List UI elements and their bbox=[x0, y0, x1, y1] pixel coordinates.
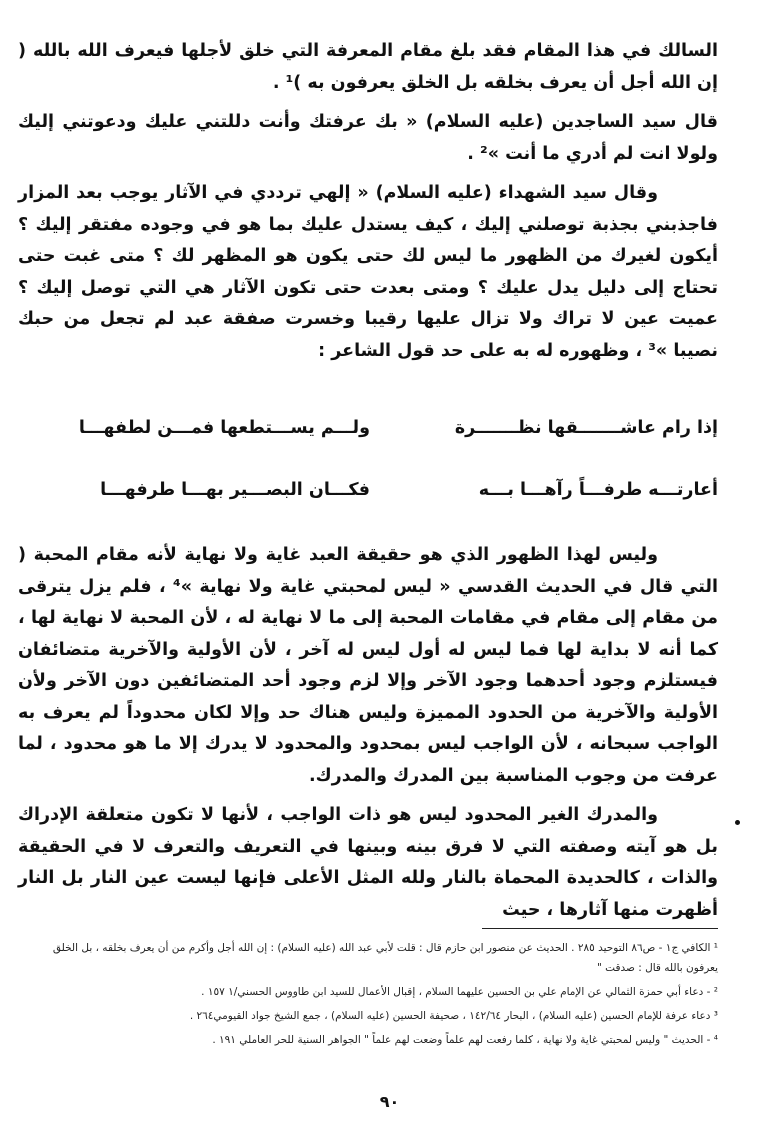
main-text-bottom bbox=[18, 540, 718, 926]
page-number: ٩٠ bbox=[379, 1092, 400, 1111]
paragraph-3: وقال سيد الشهداء (عليه السلام) « إلهي ترددي في الآثار يوجب بعد المزار فاجذبني بجذبة توصلني إليك ، كيف يستدل عليك بما هو في وجوده مفتقر إليك ؟ أيكون لغيرك من الظهور ما ليس لك حتى يكون هو المظهر لك ؟ متى غبت حتى تحتاج إلى دليل يدل عليك ؟ ومتى بعدت حتى تكون الآثار هي التي توصل إليك ؟ عميت عين لا تراك ولا تزال عليها رقيبا وخسرت صفقة عبد لم تجعل من حبك نصيبا »³ ، وظهوره له به على حد قول الشاعر : bbox=[18, 183, 718, 361]
paragraph-1: السالك في هذا المقام فقد بلغ مقام المعرفة التي خلق لأجلها فيعرف الله بالله ( إن الله أجل أن يعرف بخلقه بل الخلق يعرفون به )¹ . bbox=[18, 41, 718, 93]
footnote-4: ⁴ - الحديث " وليس لمحبتي غاية ولا نهاية ، كلما رفعت لهم علماً وضعت لهم علماً " الجواهر السنية للحر العاملي ١٩١ . bbox=[212, 1034, 718, 1046]
poem-line-2-first-hemistich: أعارتـــه طرفـــاً رآهـــا بـــه bbox=[478, 480, 718, 500]
poem-line-1 bbox=[30, 418, 718, 438]
main-text-top bbox=[18, 36, 718, 367]
footnote-1: ¹ الكافي ج١ - ص٨٦ التوحيد ٢٨٥ . الحديث عن منصور ابن حازم قال : قلت لأبي عبد الله (عليه السلام) : إن الله أجل وأكرم من أن يعرف بخلقه ، بل الخلق يعرفون بالله قال : صدقت " bbox=[52, 942, 718, 974]
margin-dot bbox=[735, 820, 740, 825]
footnote-3: ³ دعاء عرفة للإمام الحسين (عليه السلام) ، البحار ١٤٢/٦٤ ، صحيفة الحسين (عليه السلام) ، جمع الشيخ جواد القيومي٢٦٤ . bbox=[189, 1010, 718, 1022]
poem-line-1-second-hemistich: ولـــم يســـتطعها فمـــن لطفهـــا bbox=[78, 418, 370, 438]
paragraph-5: والمدرك الغير المحدود ليس هو ذات الواجب ، لأنها لا تكون متعلقة الإدراك بل هو آيته وصفته التي لا فرق بينه وبينها في التعريف والتعرف لا في الحقيقة والذات ، كالحديدة المحماة بالنار ولله المثل الأعلى فإنها ليست عين النار بل النار أظهرت منها آثارها ، حيث bbox=[18, 805, 718, 920]
poem-line-1-first-hemistich: إذا رام عاشـــــــقها نظـــــــرة bbox=[454, 418, 718, 438]
footnotes bbox=[30, 938, 718, 1054]
poem-line-2 bbox=[30, 480, 718, 500]
footnote-2: ² - دعاء أبي حمزة الثمالي عن الإمام علي بن الحسين عليهما السلام ، إقبال الأعمال للسيد ابن طاووس الحسني/١ ١٥٧ . bbox=[201, 986, 718, 998]
poem-line-2-second-hemistich: فكـــان البصـــير بهـــا طرفهـــا bbox=[100, 480, 370, 500]
paragraph-2: قال سيد الساجدين (عليه السلام) « بك عرفتك وأنت دللتني عليك ودعوتني إليك ولولا انت لم أدري ما أنت »² . bbox=[18, 112, 718, 164]
footnote-separator bbox=[482, 928, 718, 929]
paragraph-4: وليس لهذا الظهور الذي هو حقيقة العبد غاية ولا نهاية لأنه مقام المحبة ( التي قال في الحديث القدسي « ليس لمحبتي غاية ولا نهاية »⁴ ، فلم يزل يترقى من مقام إلى مقام في مقامات المحبة إلى ما لا نهاية له ، لأن المحبة لا نهاية لها ، كما أنه لا بداية لها فما ليس له أول ليس له آخر ، لأن الأولية والآخرية متضائفان فيستلزم وجود أحدهما وجود الآخر وإلا لزم وجود أحد المتضائفين دون الآخر ولأن الأولية والآخرية من الحدود المميزة وليس هناك حد وإلا لكان محدوداً لم يعرف به الواجب سبحانه ، لأن الواجب ليس بمحدود والمحدود لا يدرك إلا ما هو محدود ، لما عرفت من وجوب المناسبة بين المدرك والمدرك. bbox=[18, 545, 719, 786]
